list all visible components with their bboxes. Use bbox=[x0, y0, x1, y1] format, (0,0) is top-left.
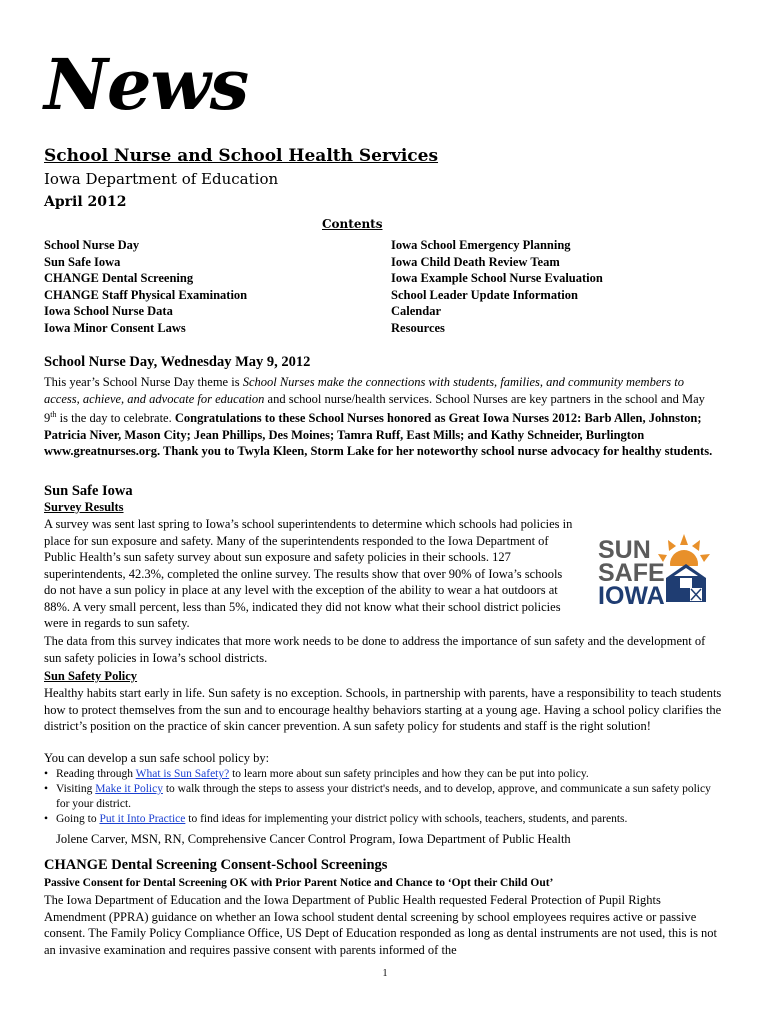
sun-safe-heading: Sun Safe Iowa bbox=[44, 483, 133, 499]
contents-item[interactable]: Sun Safe Iowa bbox=[44, 254, 121, 269]
sun-safe-iowa-logo bbox=[596, 530, 721, 610]
text-run: to find ideas for implementing your district policy with schools, teachers, students, and parents. bbox=[185, 813, 628, 825]
dental-screening-heading: CHANGE Dental Screening Consent-School Screenings bbox=[44, 857, 388, 873]
contents-left-column bbox=[44, 237, 247, 336]
list-item bbox=[44, 782, 724, 812]
survey-conclusion-paragraph: The data from this survey indicates that more work needs to be done to address the importance of sun safety and the development of sun safety policies in Iowa’s school districts. bbox=[44, 634, 706, 665]
contents-item[interactable]: Iowa Child Death Review Team bbox=[391, 254, 560, 269]
contents-item[interactable]: Iowa School Nurse Data bbox=[44, 304, 173, 318]
superscript: th bbox=[50, 410, 57, 419]
text-run: to learn more about sun safety principles and how they can be put into policy. bbox=[229, 768, 589, 780]
school-nurse-day-heading: School Nurse Day, Wednesday May 9, 2012 bbox=[44, 354, 311, 370]
text-run: This year’s School Nurse Day theme is bbox=[44, 375, 243, 389]
put-it-into-practice-link[interactable]: Put it Into Practice bbox=[99, 813, 186, 825]
contents-item[interactable]: Iowa Example School Nurse Evaluation bbox=[391, 271, 603, 285]
text-run: to walk through the steps to assess your district's needs, and to develop, approve, and communicate a sun safety policy for your district. bbox=[56, 783, 711, 810]
contents-item[interactable]: CHANGE Dental Screening bbox=[44, 271, 194, 285]
logo-line-3: IOWA bbox=[598, 582, 665, 610]
contents-item[interactable]: Iowa School Emergency Planning bbox=[391, 238, 571, 252]
contents-heading: Contents bbox=[322, 217, 383, 231]
theme-text: School Nurses make the connections with students, families, and community members to access, achieve, and advocate for education bbox=[44, 375, 684, 406]
sun-safety-policy-heading: Sun Safety Policy bbox=[44, 669, 138, 683]
contents-item[interactable]: Calendar bbox=[391, 304, 441, 318]
congratulations-text: Congratulations to these School Nurses honored as Great Iowa Nurses 2012: Barb Allen, Johnston; Patricia Niver, Mason City; Jean Phillips, Des Moines; Tamra Ruff, East Mills; and Kathy Schneider, Burlington www.greatnurses.org. Thank you to Twyla Kleen, Storm Lake for her noteworthy school nurse advocacy for healthy students. bbox=[44, 411, 713, 459]
survey-results-paragraph: A survey was sent last spring to Iowa’s school superintendents to determine which schools had policies in place for sun exposure and safety. Many of the superintendents responded to the Iowa Department of Public Health’s sun safety survey about sun exposure and safety policies in their schools. 127 superintendents, 42.3%, completed the online survey. The results show that over 90% of Iowa’s schools do not have a sun policy in place at any level with the exception of the ability to wear a hat outdoors at 88%. A very small percent, less than 5%, indicated they did not know what their school district policies were in regards to sun safety. bbox=[44, 517, 573, 630]
logo-line-2: SAFE bbox=[598, 559, 665, 587]
policy-steps-list bbox=[44, 767, 724, 827]
issue-date: April 2012 bbox=[44, 194, 127, 210]
department-name: Iowa Department of Education bbox=[44, 170, 279, 188]
contents-item[interactable]: CHANGE Staff Physical Examination bbox=[44, 287, 248, 302]
masthead-title: News bbox=[44, 43, 249, 126]
sun-safety-policy-paragraph: Healthy habits start early in life. Sun safety is no exception. Schools, in partnership with parents, have a responsibility to teach students how to protect themselves from the sun and to encourage healthy behaviors starting at a young age. Having a school policy clarifies the district’s position on the practice of skin cancer prevention. A sun safety policy for students and staff is the right solution! bbox=[44, 686, 722, 733]
dental-screening-subheading: Passive Consent for Dental Screening OK with Prior Parent Notice and Chance to ‘Opt their Child Out’ bbox=[44, 877, 554, 889]
contents-item[interactable]: School Nurse Day bbox=[44, 238, 140, 252]
make-it-policy-link[interactable]: Make it Policy bbox=[95, 783, 163, 795]
newsletter-subtitle: School Nurse and School Health Services bbox=[44, 146, 439, 166]
text-run: Going to bbox=[56, 813, 100, 825]
page-number: 1 bbox=[382, 968, 388, 979]
text-run: Visiting bbox=[56, 783, 96, 795]
text-run: is the day to celebrate. bbox=[56, 411, 175, 426]
survey-results-heading: Survey Results bbox=[44, 500, 124, 514]
policy-intro: You can develop a sun safe school policy by: bbox=[44, 751, 270, 765]
list-item bbox=[44, 767, 724, 782]
contents-item[interactable]: School Leader Update Information bbox=[391, 287, 578, 302]
text-run: and school nurse/health services. School Nurses are key partners in the school and May 9 bbox=[44, 391, 705, 426]
dental-screening-paragraph: The Iowa Department of Education and the Iowa Department of Public Health requested Federal Protection of Pupil Rights Amendment (PPRA) guidance on whether an Iowa school student dental screening by school employees requires active or passive consent. The Family Policy Compliance Office, US Dept of Education responded as long as dental instruments are not used, this is not an invasive examination and requires passive consent with parents informed of the bbox=[44, 893, 718, 957]
logo-line-1: SUN bbox=[598, 536, 651, 564]
what-is-sun-safety-link[interactable]: What is Sun Safety? bbox=[135, 768, 230, 780]
contents-item[interactable]: Iowa Minor Consent Laws bbox=[44, 320, 186, 335]
contents-right-column bbox=[391, 237, 603, 336]
attribution: Jolene Carver, MSN, RN, Comprehensive Cancer Control Program, Iowa Department of Public Health bbox=[56, 832, 571, 846]
sun-logo-icon bbox=[596, 530, 721, 610]
school-nurse-day-paragraph bbox=[44, 374, 714, 460]
text-run: Reading through bbox=[56, 768, 136, 780]
contents-item[interactable]: Resources bbox=[391, 320, 445, 335]
list-item bbox=[44, 812, 724, 827]
